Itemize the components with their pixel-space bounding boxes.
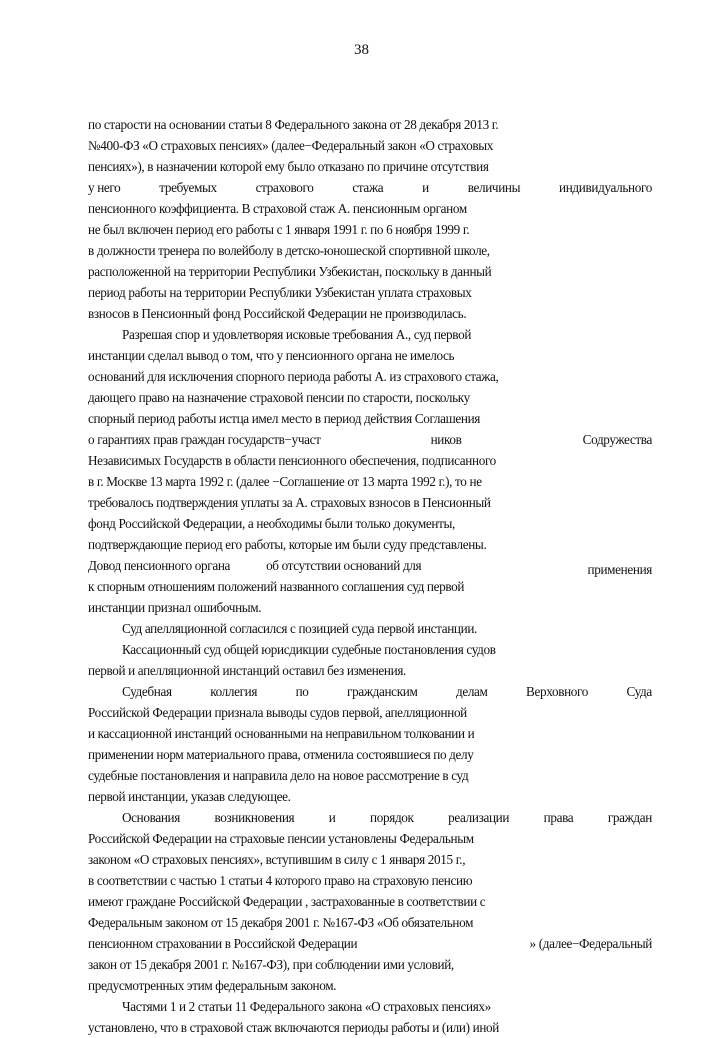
text-line: оснований для исключения спорного периода работы А. из страхового стажа, xyxy=(88,369,499,384)
text-line: спорный период работы истца имел место в период действия Соглашения xyxy=(88,411,481,426)
word: стажа xyxy=(352,180,384,195)
word: требуемых xyxy=(159,180,217,195)
word: величины xyxy=(467,180,521,195)
text-line: расположенной на территории Республики Узбекистан, поскольку в данный xyxy=(88,264,492,279)
text-line: применении норм материального права, отменила состоявшиеся по делу xyxy=(88,747,474,762)
text-line: подтверждающие период его работы, которые им были суду представлены. xyxy=(88,537,487,552)
text-line: №400-ФЗ «О страховых пенсиях» (далее−Федеральный закон «О страховых xyxy=(88,138,493,153)
text-fragment: » (далее−Федеральный xyxy=(529,936,652,951)
word: гражданским xyxy=(347,684,418,699)
word: Суда xyxy=(626,684,652,699)
paragraph-start: Суд апелляционной согласился с позицией суда первой инстанции. xyxy=(122,621,478,636)
text-line: инстанции сделал вывод о том, что у пенсионного органа не имелось xyxy=(88,348,455,363)
text-fragment: Довод пенсионного органа xyxy=(88,558,231,573)
text-fragment: Содружества xyxy=(582,432,652,447)
text-line: Российской Федерации признала выводы судов первой, апелляционной xyxy=(88,705,467,720)
word: реализации xyxy=(448,810,510,825)
text-line: период работы на территории Республики Узбекистан уплата страховых xyxy=(88,285,472,300)
page-number: 38 xyxy=(354,42,369,58)
paragraph-start: Кассационный суд общей юрисдикции судебные постановления судов xyxy=(122,642,496,657)
paragraph-start xyxy=(88,807,652,828)
word: страхового xyxy=(255,180,314,195)
text-line: к спорным отношениям положений названного соглашения суд первой xyxy=(88,579,465,594)
text-line: в соответствии с частью 1 статьи 4 которого право на страховую пенсию xyxy=(88,873,473,888)
text-line: закон от 15 декабря 2001 г. №167-ФЗ), при соблюдении ими условий, xyxy=(88,957,454,972)
text-line: в должности тренера по волейболу в детско-юношеской спортивной школе, xyxy=(88,243,490,258)
word: индивидуального xyxy=(559,180,652,195)
text-fragment: пенсионном страховании в Российской Федерации xyxy=(88,936,358,951)
word: и xyxy=(422,180,429,195)
text-line: Российской Федерации на страховые пенсии установлены Федеральным xyxy=(88,831,474,846)
text-line: фонд Российской Федерации, а необходимы были только документы, xyxy=(88,516,455,531)
word: права xyxy=(543,810,574,825)
text-line: Независимых Государств в области пенсионного обеспечения, подписанного xyxy=(88,453,496,468)
text-line: имеют граждане Российской Федерации , застрахованные в соответствии с xyxy=(88,894,486,909)
text-line: пенсиях»), в назначении которой ему было отказано по причине отсутствия xyxy=(88,159,489,174)
word: у него xyxy=(88,180,121,195)
word: порядок xyxy=(370,810,414,825)
paragraph-start: Частями 1 и 2 статьи 11 Федерального закона «О страховых пенсиях» xyxy=(122,999,491,1014)
word: Верховного xyxy=(526,684,589,699)
text-line: законом «О страховых пенсиях», вступившим в силу с 1 января 2015 г., xyxy=(88,852,466,867)
text-line xyxy=(88,933,652,954)
text-line xyxy=(88,177,652,198)
text-line: требовалось подтверждения уплаты за А. страховых взносов в Пенсионный xyxy=(88,495,491,510)
word: Судебная xyxy=(122,684,172,699)
text-line: предусмотренных этим федеральным законом. xyxy=(88,978,337,993)
text-line: не был включен период его работы с 1 января 1991 г. по 6 ноября 1999 г. xyxy=(88,222,470,237)
word: и xyxy=(328,810,336,825)
text-line: по старости на основании статьи 8 Федерального закона от 28 декабря 2013 г. xyxy=(88,117,499,132)
document-body xyxy=(88,114,652,1038)
text-fragment: ников xyxy=(430,432,462,447)
text-line: в г. Москве 13 марта 1992 г. (далее −Соглашение от 13 марта 1992 г.), то не xyxy=(88,474,482,489)
text-line: взносов в Пенсионный фонд Российской Федерации не производилась. xyxy=(88,306,467,321)
text-fragment: применения xyxy=(587,562,652,577)
text-line: дающего право на назначение страховой пенсии по старости, поскольку xyxy=(88,390,470,405)
text-fragment: о гарантиях прав граждан государств−участ xyxy=(88,432,321,447)
text-line: судебные постановления и направила дело на новое рассмотрение в суд xyxy=(88,768,469,783)
text-fragment: об отсутствии оснований для xyxy=(266,558,422,573)
text-line: первой и апелляционной инстанций оставил без изменения. xyxy=(88,663,406,678)
paragraph-start: Разрешая спор и удовлетворяя исковые требования А., суд первой xyxy=(122,327,472,342)
word: возникновения xyxy=(214,810,295,825)
text-line: первой инстанции, указав следующее. xyxy=(88,789,291,804)
text-line: и кассационной инстанций основанными на неправильном толковании и xyxy=(88,726,475,741)
word: граждан xyxy=(607,810,652,825)
text-line: инстанции признал ошибочным. xyxy=(88,600,262,615)
paragraph-start xyxy=(88,681,652,702)
text-line xyxy=(88,429,652,450)
text-line: пенсионного коэффициента. В страховой стаж А. пенсионным органом xyxy=(88,201,467,216)
word: коллегия xyxy=(210,684,258,699)
text-line xyxy=(88,555,652,576)
word: делам xyxy=(455,684,488,699)
text-line: установлено, что в страховой стаж включаются периоды работы и (или) иной xyxy=(88,1020,499,1035)
word: Основания xyxy=(122,810,180,825)
text-line: Федеральным законом от 15 декабря 2001 г. №167-ФЗ «Об обязательном xyxy=(88,915,474,930)
word: по xyxy=(295,684,309,699)
